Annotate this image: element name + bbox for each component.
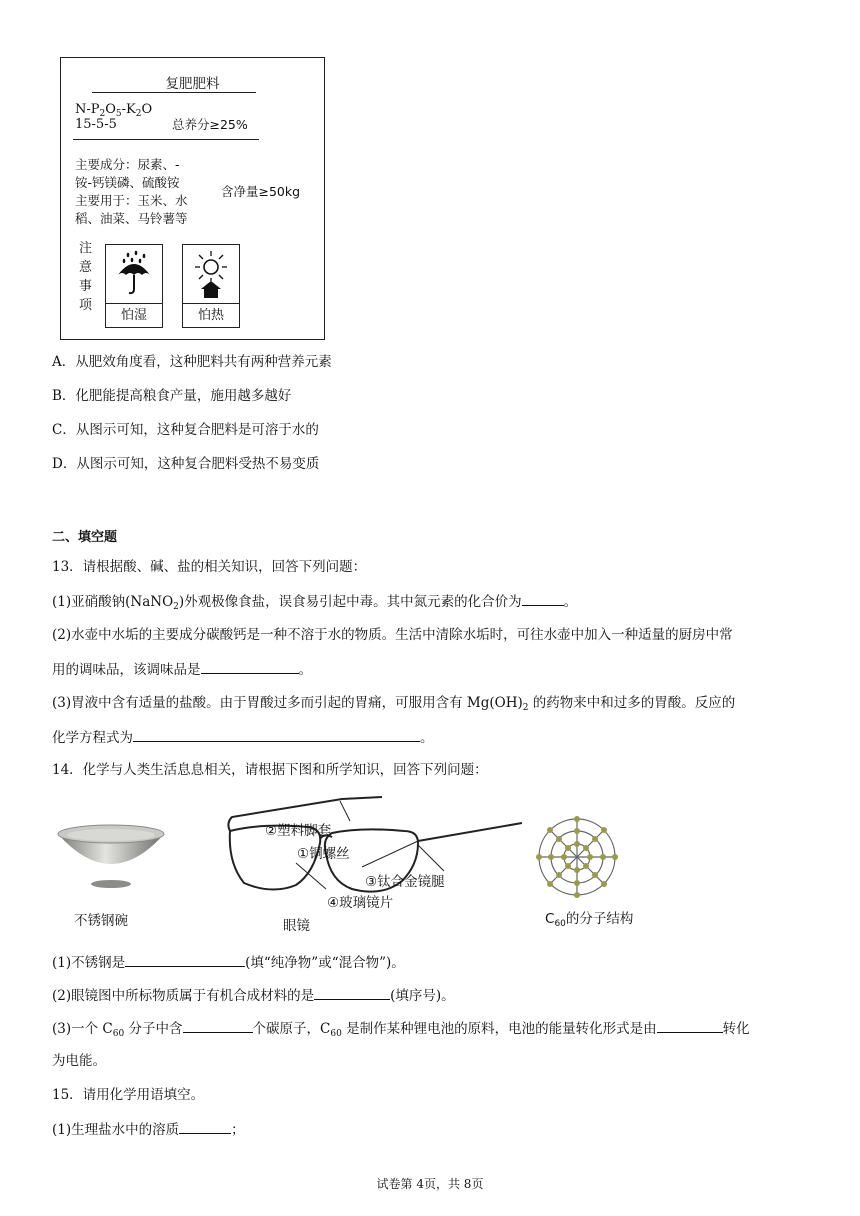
page-footer: 试卷第 4页，共 8页 [376,1177,484,1191]
umbrella-rain-icon [106,245,162,303]
option-d: D．从图示可知，这种复合肥料受热不易变质 [52,456,320,472]
q13-part2-line1: (2)水壶中水垢的主要成分碳酸钙是一种不溶于水的物质。生活中清除水垢时，可往水壶中加入一种适量的厨房中常 [52,627,733,643]
label-formula: $N-P_2O_5-K_2O$ 15-5-5 [75,102,153,132]
label-net-weight: 含净量≥50kg [221,184,301,199]
q13-part1: (1)亚硝酸钠(NaNO$_2$)外观极像食盐，误食易引起中毒。其中氮元素的化合价为 。 [52,591,577,612]
option-a: A．从肥效角度看，这种肥料共有两种营养元素 [52,354,332,370]
option-c: C．从图示可知，这种复合肥料是可溶于水的 [52,422,319,438]
glasses-label-titanium: ③钛合金镜腿 [365,874,445,890]
q15-part1: (1)生理盐水中的溶质 ； [52,1119,245,1140]
q14-part2: (2)眼镜图中所标物质属于有机合成材料的是 (填序号)。 [52,985,455,1006]
q14-part1: (1)不锈钢是 (填“纯净物”或“混合物”)。 [52,952,405,973]
glasses-label-copper: ①铜螺丝 [297,846,350,862]
option-b: B．化肥能提高粮食产量，施用越多越好 [52,388,292,404]
sun-house-icon [183,245,239,303]
label-title: 复肥肥料 [165,76,220,92]
q14-part3-line2: 为电能。 [52,1053,106,1069]
answer-blank[interactable] [183,1018,253,1033]
glasses-label-plastic: ②塑料脚套 [265,823,332,839]
q13-part2-line2: 用的调味品，该调味品是 。 [52,659,312,680]
label-ratio: 15-5-5 [75,117,117,132]
answer-blank[interactable] [179,1119,231,1134]
moisture-caption: 怕湿 [106,303,162,328]
q13-part3-line2: 化学方程式为 。 [52,727,434,748]
c60-caption: $C_{60}$的分子结构 [545,911,634,929]
answer-blank[interactable] [657,1018,723,1033]
q14-stem: 14．化学与人类生活息息相关，请根据下图和所学知识，回答下列问题： [52,762,488,778]
label-ingredients: 主要成分：尿素、- 铵-钙镁磷、硫酸铵 主要用于：玉米、水 稻、油菜、马铃薯等 [75,157,188,226]
heat-caption: 怕热 [183,303,239,328]
answer-blank[interactable] [522,591,564,606]
glasses-caption: 眼镜 [283,918,310,934]
label-notes: 注意事项 [79,241,93,313]
glasses-label-glass: ④玻璃镜片 [327,895,394,911]
q15-stem: 15．请用化学用语填空。 [52,1087,205,1103]
moisture-warning [105,244,163,328]
label-nutrient: 总养分≥25% [172,117,248,132]
heat-warning [182,244,240,328]
section-title: 二、填空题 [52,530,118,545]
q13-part3-line1: (3)胃液中含有适量的盐酸。由于胃酸过多而引起的胃痛，可服用含有 $Mg(OH)_2$ 的药物来中和过多的胃酸。反应的 [52,695,736,713]
label-divider [92,92,256,93]
answer-blank[interactable] [133,727,420,742]
label-divider [73,139,259,140]
answer-blank[interactable] [125,952,245,967]
answer-blank[interactable] [201,659,299,674]
stainless-bowl-image [52,820,170,892]
answer-blank[interactable] [314,985,390,1000]
q14-part3-line1: (3)一个 $C_{60}$ 分子中含 个碳原子，$C_{60}$ 是制作某种锂电池的原料，电池的能量转化形式是由 转化 [52,1018,750,1039]
fertilizer-label [60,57,325,340]
q13-stem: 13．请根据酸、碱、盐的相关知识，回答下列问题： [52,559,367,575]
c60-molecule-image [535,815,619,899]
bowl-caption: 不锈钢碗 [74,913,128,929]
